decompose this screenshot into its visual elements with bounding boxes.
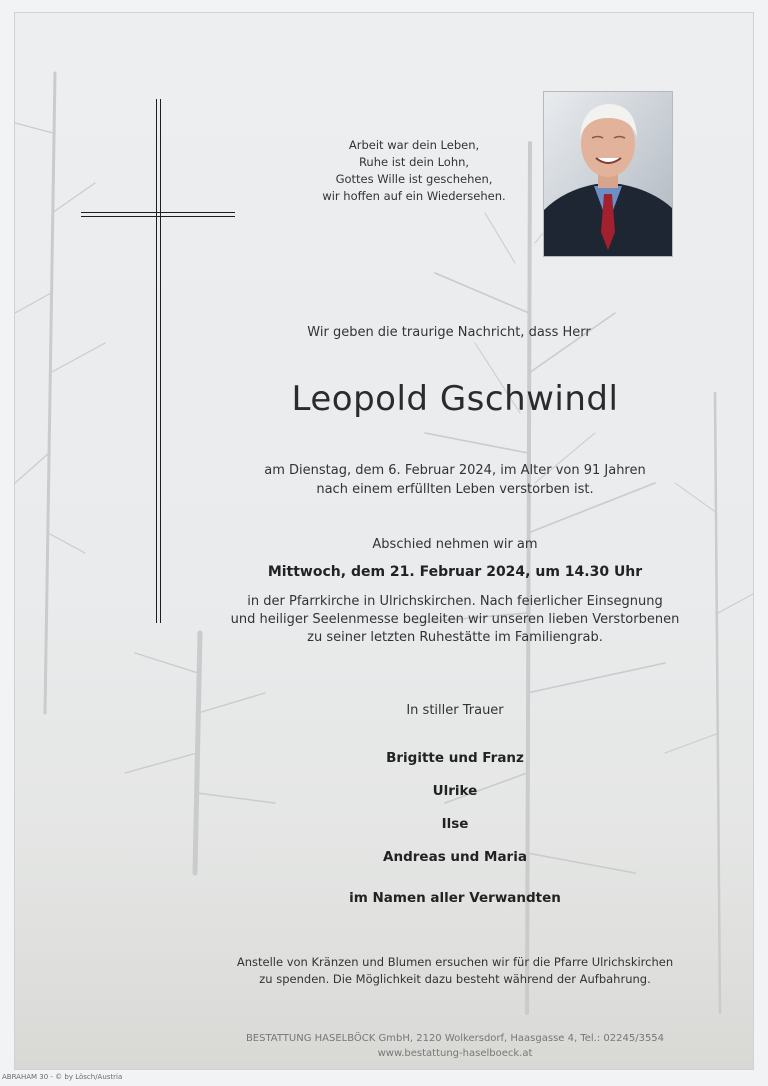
mourners-closing: im Namen aller Verwandten — [349, 890, 561, 906]
portrait-photo — [543, 91, 673, 257]
template-credit: ABRAHAM 30 - © by Lösch/Austria — [2, 1073, 123, 1081]
mourning-intro: In stiller Trauer — [406, 703, 504, 718]
funeral-details-line: und heiliger Seelenmesse begleiten wir unseren lieben Verstorbenen — [230, 612, 680, 627]
donation-notice-line: Anstelle von Kränzen und Blumen ersuchen wir für die Pfarre Ulrichskirchen — [236, 955, 674, 969]
mourner-name: Brigitte und Franz — [386, 750, 524, 766]
verse-line: wir hoffen auf ein Wiedersehen. — [322, 189, 506, 203]
mourner-name: Ilse — [441, 816, 469, 832]
donation-notice — [155, 954, 754, 988]
verse-line: Ruhe ist dein Lohn, — [358, 155, 470, 169]
death-details-line: am Dienstag, dem 6. Februar 2024, im Alter von 91 Jahren — [264, 463, 646, 478]
mourner-name: Andreas und Maria — [383, 849, 527, 865]
memorial-verse — [281, 137, 547, 205]
cross-horizontal-beam — [81, 212, 235, 217]
donation-notice-line: zu spenden. Die Möglichkeit dazu besteht während der Aufbahrung. — [259, 972, 651, 986]
funeral-home-website: www.bestattung-haselboeck.at — [377, 1048, 533, 1059]
funeral-details-line: zu seiner letzten Ruhestätte im Familiengrab. — [307, 630, 603, 645]
funeral-details — [155, 593, 754, 647]
death-details-line: nach einem erfüllten Leben verstorben ist. — [316, 482, 594, 497]
death-details — [155, 461, 754, 499]
parte-sheet — [14, 12, 754, 1070]
funeral-home-footer — [155, 1031, 754, 1061]
farewell-intro: Abschied nehmen wir am — [372, 537, 538, 552]
portrait-illustration — [544, 92, 672, 256]
announcement-intro: Wir geben die traurige Nachricht, dass Herr — [307, 325, 591, 340]
funeral-datetime: Mittwoch, dem 21. Februar 2024, um 14.30 Uhr — [267, 564, 643, 580]
deceased-name: Leopold Gschwindl — [291, 379, 619, 419]
funeral-home-address: BESTATTUNG HASELBÖCK GmbH, 2120 Wolkersdorf, Haasgasse 4, Tel.: 02245/3554 — [245, 1033, 665, 1044]
mourner-name: Ulrike — [432, 783, 478, 799]
verse-line: Arbeit war dein Leben, — [348, 138, 480, 152]
verse-line: Gottes Wille ist geschehen, — [335, 172, 493, 186]
funeral-details-line: in der Pfarrkirche in Ulrichskirchen. Nach feierlicher Einsegnung — [247, 594, 663, 609]
